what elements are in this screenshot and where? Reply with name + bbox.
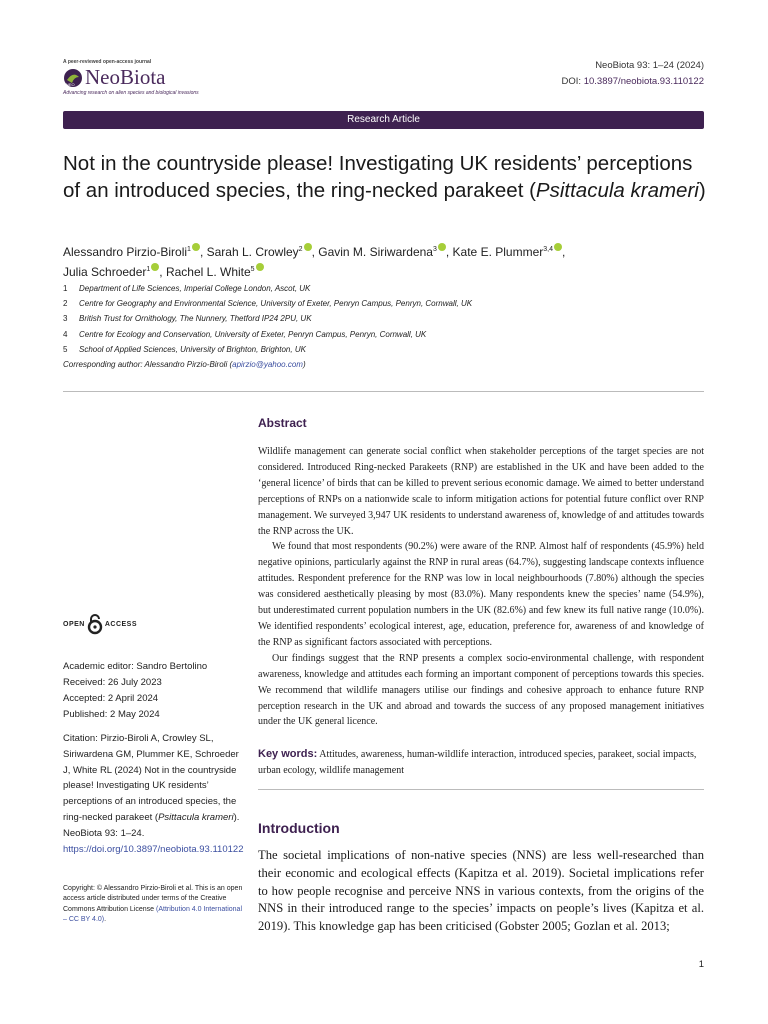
abstract-paragraph: Wildlife management can generate social conflict when stakeholder perceptions of the target species are not considered. Introduced Ring-necked Parakeets (RNP) are established in the UK and have been added to the ‘general licence’ of birds that can be killed to prevent serious economic damage. We aimed to better understand perceptions of RNPs on a nationwide scale to inform mitigation actions for potential future conflict over RNP management. We surveyed 3,947 UK residents to understand awareness of, knowledge of and attitudes towards the RNP across the UK. (258, 446, 704, 537)
affiliation-text: Centre for Ecology and Conservation, University of Exeter, Penryn Campus, Penryn, Cornwall, UK (79, 329, 427, 339)
author-affiliation-sup: 3,4 (543, 246, 553, 253)
title-close: ) (698, 179, 706, 202)
author-name: Sarah L. Crowley (206, 245, 299, 259)
affiliation-number: 5 (63, 344, 68, 354)
author[interactable] (318, 245, 452, 259)
citation-text-2: ). NeoBiota 93: 1–24. (63, 811, 240, 839)
author-affiliation-sup: 5 (250, 266, 255, 273)
keywords (258, 746, 704, 779)
doi-label: DOI: (561, 76, 584, 87)
author-separator: , (445, 245, 453, 259)
affiliation-item (63, 342, 713, 357)
neobiota-emblem-icon (63, 68, 83, 88)
open-access-lock-icon (87, 613, 103, 635)
orcid-icon[interactable] (438, 243, 446, 251)
abstract-paragraph: Our findings suggest that the RNP presents a complex socio-environmental challenge, with respondent awareness, knowledge and attitudes each forming an important component of perceptions towards this species. We recommend that wildlife managers utilise our findings and cohesive approach to enhance future RNP perception research in the UK and abroad and towards the success of any proposed management initiatives under the UK general licence. (258, 652, 704, 728)
copyright-text: © Alessandro Pirzio-Biroli et al. This is an open access article distributed under terms of the Creative Commons Attribution License (63, 885, 243, 913)
article-title (63, 150, 713, 204)
article-type-banner: Research Article (63, 111, 704, 129)
title-text: Not in the countryside please! Investigating UK residents’ perceptions of an introduced species, the ring-necked parakeet ( (63, 152, 693, 202)
affiliation-number: 3 (63, 314, 68, 324)
author-name: Gavin M. Siriwardena (318, 245, 433, 259)
title-species: Psittacula krameri (535, 179, 699, 202)
affiliation-item (63, 327, 713, 342)
author-affiliation-sup: 1 (146, 266, 151, 273)
logo-tagline: A peer-reviewed open-access journal (63, 59, 152, 65)
abstract-paragraph: We found that most respondents (90.2%) were aware of the RNP. Almost half of respondents (45.9%) held negative opinions, particularly against the RNP in rural areas (64.7%), suggesting landscape contexts influence attitudes. Respondent preference for the RNP was low in local neighbourhoods (7.80%) although the species was considered aesthetically pleasing by most (83.0%). Many respondents knew the species’ name (54.9%), but underestimated current population numbers in the UK (82.6%) and few knew its full native range (10.0%). We identified respondents’ ecological interest, age, education, preference for, awareness of and knowledge of the RNP as significant factors associated with perceptions. (258, 541, 704, 648)
doi-line (562, 74, 704, 90)
journal-volume: NeoBiota 93: 1–24 (2024) (595, 60, 704, 71)
orcid-icon[interactable] (304, 243, 312, 251)
affiliation-text: British Trust for Ornithology, The Nunnery, Thetford IP24 2PU, UK (79, 314, 312, 324)
logo-slogan: Advancing research on alien species and biological invasions (63, 90, 199, 96)
affiliation-item (63, 296, 713, 311)
published-date (63, 707, 243, 723)
author-affiliation-sup: 2 (298, 246, 303, 253)
author-list (63, 241, 713, 281)
received-value: 26 July 2023 (107, 677, 162, 688)
author[interactable] (207, 245, 319, 259)
affiliation-item (63, 281, 713, 296)
affiliation-item (63, 311, 713, 326)
author[interactable] (453, 245, 566, 259)
open-access-badge (63, 612, 153, 636)
affiliation-text: Centre for Geography and Environmental Science, University of Exeter, Penryn Campus, Penryn, Cornwall, UK (79, 299, 473, 309)
copyright-label: Copyright: (63, 885, 95, 892)
open-access-access-text: ACCESS (104, 620, 138, 628)
orcid-icon[interactable] (192, 243, 200, 251)
author[interactable] (63, 245, 207, 259)
keywords-text: Attitudes, awareness, human-wildlife interaction, introduced species, parakeet, social impacts, urban ecology, wildlife management (258, 749, 697, 776)
svg-text:NEO: NEO (66, 81, 75, 87)
page-number: 1 (698, 959, 704, 970)
author-name: Kate E. Plummer (452, 245, 544, 259)
author[interactable] (166, 265, 264, 279)
author-affiliation-sup: 1 (187, 246, 191, 253)
affiliation-text: Department of Life Sciences, Imperial College London, Ascot, UK (79, 284, 311, 293)
author-separator: , (561, 245, 566, 259)
open-access-open-text: OPEN (63, 620, 85, 628)
keywords-label: Key words: (258, 748, 318, 760)
received-date (63, 675, 243, 691)
abstract-heading: Abstract (258, 416, 307, 430)
journal-reference (562, 58, 704, 90)
introduction-body: The societal implications of non-native species (NNS) are less well-researched than their economic and ecological effects (Kapitza et al. 2019). Societal implications refer to how people recognise and perceive NNS in various contexts, from the origins of the NNS in their introduced range to the species’ impacts on people’s lives (Kapitza et al. 2019). This knowledge gap has been criticised (Gobster 2005; Gozlan et al. 2013; (258, 848, 704, 934)
doi-link[interactable]: 10.3897/neobiota.93.110122 (583, 76, 704, 87)
author-name: Rachel L. White (165, 265, 251, 279)
author-separator: , (199, 245, 207, 259)
citation (63, 731, 243, 857)
academic-editor (63, 659, 243, 675)
license-link[interactable]: (Attribution 4.0 International – CC BY 4.0) (63, 905, 242, 924)
affiliation-number: 4 (63, 329, 68, 339)
author-affiliation-sup: 3 (432, 246, 437, 253)
logo-name: NeoBiota (85, 65, 166, 89)
accepted-value: 2 April 2024 (107, 693, 159, 704)
accepted-label: Accepted: (63, 693, 106, 704)
corresponding-author (63, 357, 713, 372)
affiliations (63, 281, 713, 372)
corresponding-suffix: ) (302, 360, 306, 370)
orcid-icon[interactable] (554, 243, 562, 251)
introduction-heading: Introduction (258, 820, 340, 836)
author-name: Alessandro Pirzio-Biroli (63, 245, 188, 259)
published-label: Published: (63, 709, 108, 720)
abstract-body (258, 444, 704, 730)
affiliation-text: School of Applied Sciences, University of Brighton, Brighton, UK (79, 344, 306, 354)
accepted-date (63, 691, 243, 707)
corresponding-email-link[interactable]: apirzio@yahoo.com (232, 360, 303, 370)
citation-species: Psittacula krameri (158, 811, 234, 823)
received-label: Received: (63, 677, 106, 688)
divider (63, 391, 704, 392)
corresponding-prefix: Corresponding author: Alessandro Pirzio-Biroli ( (63, 360, 233, 370)
editor-label: Academic editor: (63, 661, 134, 672)
affiliation-number: 2 (63, 299, 68, 309)
copyright-end: . (104, 916, 107, 924)
copyright-notice (63, 884, 243, 926)
orcid-icon[interactable] (256, 263, 264, 271)
citation-doi-link[interactable]: https://doi.org/10.3897/neobiota.93.110122 (63, 843, 244, 855)
author-name: Julia Schroeder (63, 265, 147, 279)
editor-value: Sandro Bertolino (136, 661, 208, 672)
journal-logo[interactable] (63, 59, 243, 105)
citation-text: Citation: Pirzio-Biroli A, Crowley SL, Siriwardena GM, Plummer KE, Schroeder J, White RL (2024) Not in the countryside please! Investigating UK residents’ perceptions of an introduced species, the ring-necked parakeet ( (63, 733, 239, 823)
published-value: 2 May 2024 (110, 709, 160, 720)
author-separator: , (311, 245, 319, 259)
author[interactable] (63, 265, 166, 279)
article-metadata (63, 659, 243, 723)
divider (258, 789, 704, 790)
author-separator: , (159, 265, 166, 279)
affiliation-number: 1 (63, 284, 68, 293)
